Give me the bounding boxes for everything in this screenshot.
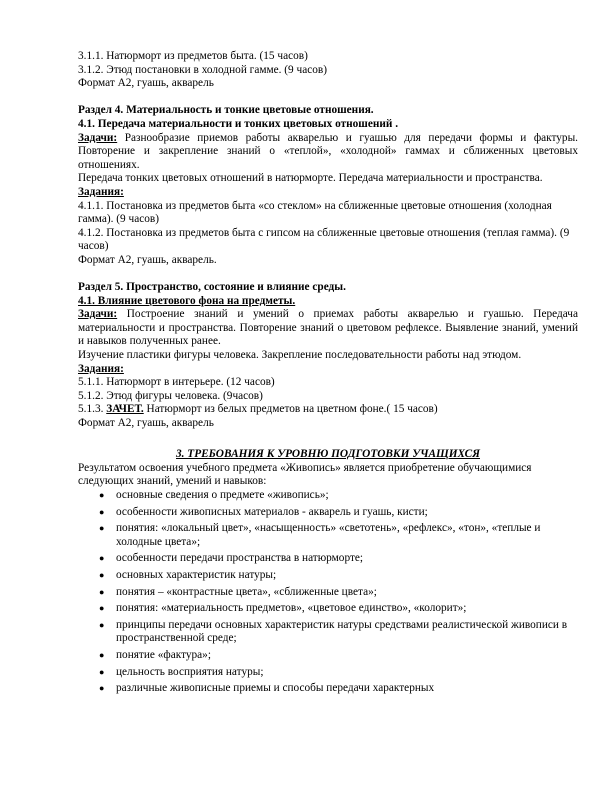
section-4-subheading: 4.1. Передача материальности и тонких цветовых отношений . [78, 117, 399, 130]
section-5-tasks-2: Изучение пластики фигуры человека. Закрепление последовательности работы над этюдом. [78, 349, 522, 362]
list-item: ● особенности передачи пространства в натюрморте; [99, 552, 364, 565]
bullet-icon: ● [99, 490, 105, 500]
section-5-heading: Раздел 5. Пространство, состояние и влияние среды. [78, 281, 346, 294]
list-item: ● различные живописные приемы и способы передачи характерных [99, 682, 435, 695]
assignment-5-1-3 [78, 403, 578, 417]
section-4-tasks [78, 132, 578, 173]
list-item: ● цельность восприятия натуры; [99, 665, 264, 678]
section-5-tasks [78, 308, 578, 349]
assignment-3-1-2: 3.1.2. Этюд постановки в холодной гамме. (9 часов) [78, 63, 327, 76]
list-item: ● основные сведения о предмете «живопись»; [99, 489, 329, 501]
bullet-icon: ● [99, 649, 105, 660]
list-item: ● особенности живописных материалов - акварель и гуашь, кисти; [99, 505, 428, 518]
requirements-list [78, 489, 578, 696]
list-item: ● понятия: «материальность предметов», «цветовое единство», «колорит»; [99, 602, 467, 615]
tasks-label: Задачи: [78, 308, 118, 321]
bullet-icon: ● [99, 603, 105, 614]
assignment-4-1-2: 4.1.2. Постановка из предметов быта с гипсом на сближенные цветовые отношения (теплая гамма). (9 часов) [78, 226, 570, 253]
list-item: ● понятие «фактура»; [99, 648, 211, 661]
credit-label: ЗАЧЕТ. [106, 403, 144, 416]
bullet-icon: ● [99, 619, 105, 630]
bullet-icon: ● [99, 666, 105, 677]
assignment-4-1-1: 4.1.1. Постановка из предметов быта «со стеклом» на сближенные цветовые отношения (холодная гамма). (9 часов) [78, 199, 552, 226]
list-item: ● понятия: «локальный цвет», «насыщенность» «светотень», «рефлекс», «тон», «теплые и холодные цвета»; [99, 522, 541, 548]
format-line: Формат А2, гуашь, акварель [78, 417, 214, 430]
list-item: ● основных характеристик натуры; [99, 568, 277, 581]
assignment-3-1-1: 3.1.1. Натюрморт из предметов быта. (15 часов) [78, 50, 308, 62]
requirements-intro: Результатом освоения учебного предмета «Живопись» является приобретение обучающимися следующих знаний, умений и навыков: [78, 461, 532, 488]
tasks-label: Задачи: [78, 131, 118, 144]
bullet-icon: ● [99, 553, 105, 564]
assignment-number: 5.1.3. [78, 403, 107, 416]
bullet-icon: ● [99, 523, 105, 534]
bullet-icon: ● [99, 506, 105, 517]
format-line: Формат А2, гуашь, акварель [78, 77, 214, 90]
section-4-heading: Раздел 4. Материальность и тонкие цветовые отношения. [78, 104, 374, 117]
requirements-title: 3. ТРЕБОВАНИЯ К УРОВНЮ ПОДГОТОВКИ УЧАЩИХСЯ [176, 448, 480, 461]
tasks-text: Разнообразие приемов работы акварелью и гуашью для передачи формы и фактуры. Повторение и закрепление знаний о «теплой», «холодной» гаммах и сближенных цветовых отношениях. [78, 131, 578, 171]
assignment-text: Натюрморт из белых предметов на цветном фоне.( 15 часов) [143, 403, 438, 416]
section-5-subheading: 4.1. Влияние цветового фона на предметы. [78, 294, 296, 307]
list-item: ● понятия – «контрастные цвета», «сближенные цвета»; [99, 585, 377, 598]
list-item: ● принципы передачи основных характеристик натуры средствами реалистической живописи в пространственной среде; [99, 618, 568, 645]
assignment-5-1-1: 5.1.1. Натюрморт в интерьере. (12 часов) [78, 376, 275, 389]
assignments-label: Задания: [78, 362, 124, 375]
tasks-text: Построение знаний и умений о приемах работы акварелью и гуашью. Передача материальности и пространства. Повторение знаний о цветовом рефлексе. Выявление знаний, умений и навыков полученных ранее. [78, 308, 578, 348]
bullet-icon: ● [99, 586, 105, 597]
assignments-label: Задания: [78, 185, 124, 198]
bullet-icon: ● [99, 569, 105, 580]
format-line: Формат А2, гуашь, акварель. [78, 253, 217, 266]
document-page [78, 50, 578, 699]
section-4-tasks-2: Передача тонких цветовых отношений в натюрморте. Передача материальности и пространства. [78, 172, 543, 185]
assignment-5-1-2: 5.1.2. Этюд фигуры человека. (9часов) [78, 389, 263, 402]
bullet-icon: ● [99, 683, 105, 694]
